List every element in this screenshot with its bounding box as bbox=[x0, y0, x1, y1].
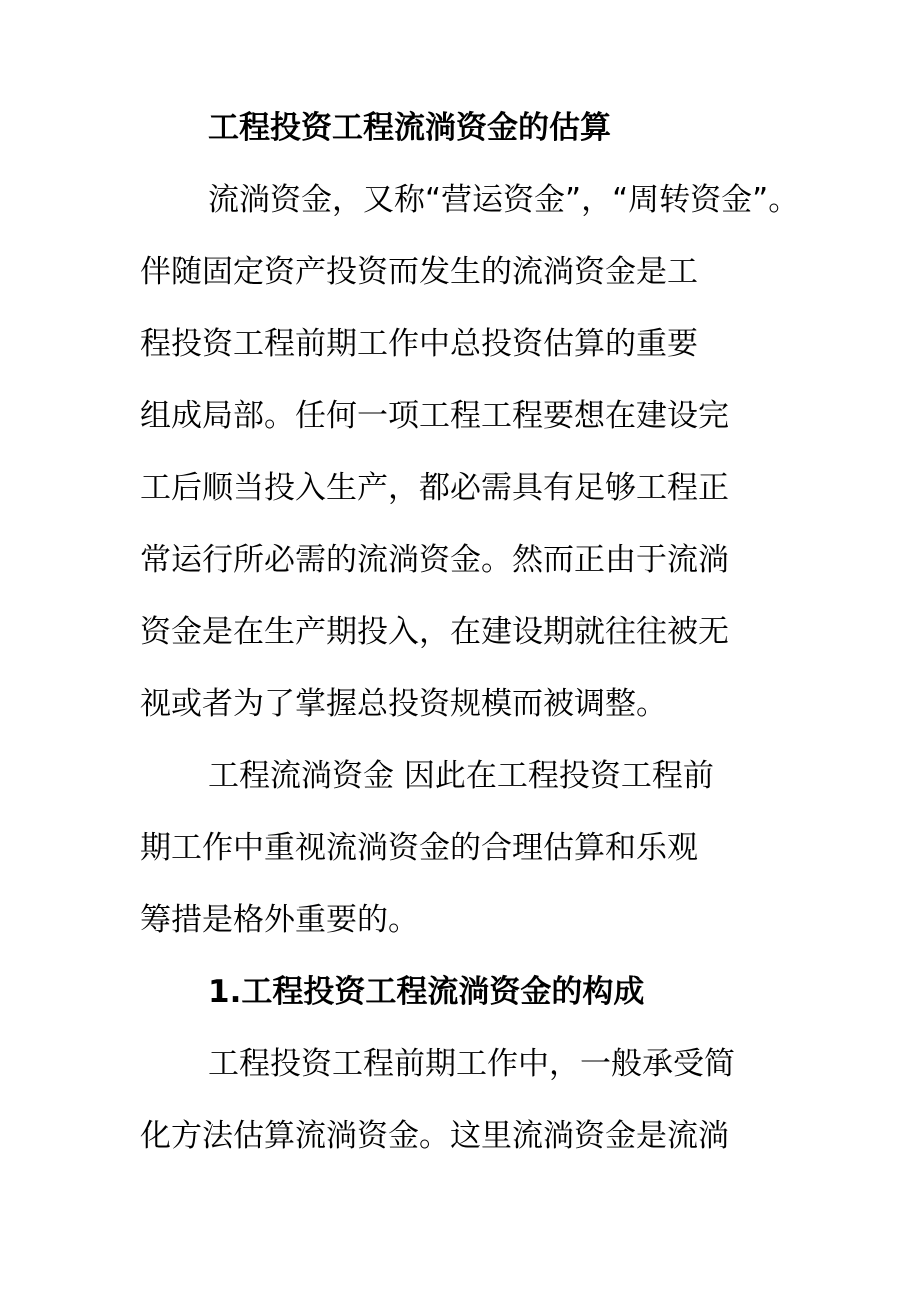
paragraph-line: 常运行所必需的流淌资金。然而正由于流淌 bbox=[140, 542, 729, 578]
paragraph-line: 程投资工程前期工作中总投资估算的重要 bbox=[140, 326, 698, 362]
paragraph-line: 工程流淌资金 因此在工程投资工程前 bbox=[208, 758, 714, 794]
paragraph-line: 伴随固定资产投资而发生的流淌资金是工 bbox=[140, 254, 698, 290]
document-title: 工程投资工程流淌资金的估算 bbox=[208, 110, 611, 146]
paragraph-line: 化方法估算流淌资金。这里流淌资金是流淌 bbox=[140, 1118, 729, 1154]
paragraph-line: 流淌资金，又称“营运资金”，“周转资金”。 bbox=[208, 182, 800, 218]
paragraph-intro bbox=[140, 164, 800, 740]
paragraph-line: 期工作中重视流淌资金的合理估算和乐观 bbox=[140, 830, 698, 866]
section-heading: 1.工程投资工程流淌资金的构成 bbox=[208, 974, 645, 1010]
paragraph-importance bbox=[140, 740, 780, 956]
paragraph-composition bbox=[140, 1028, 780, 1172]
document-body bbox=[140, 92, 800, 1172]
paragraph-line: 资金是在生产期投入，在建设期就往往被无 bbox=[140, 614, 729, 650]
paragraph-line: 工后顺当投入生产，都必需具有足够工程正 bbox=[140, 470, 729, 506]
paragraph-line: 组成局部。任何一项工程工程要想在建设完 bbox=[140, 398, 729, 434]
paragraph-line: 工程投资工程前期工作中，一般承受简 bbox=[208, 1046, 735, 1082]
paragraph-line: 视或者为了掌握总投资规模而被调整。 bbox=[140, 686, 667, 722]
paragraph-line: 筹措是格外重要的。 bbox=[140, 902, 419, 938]
